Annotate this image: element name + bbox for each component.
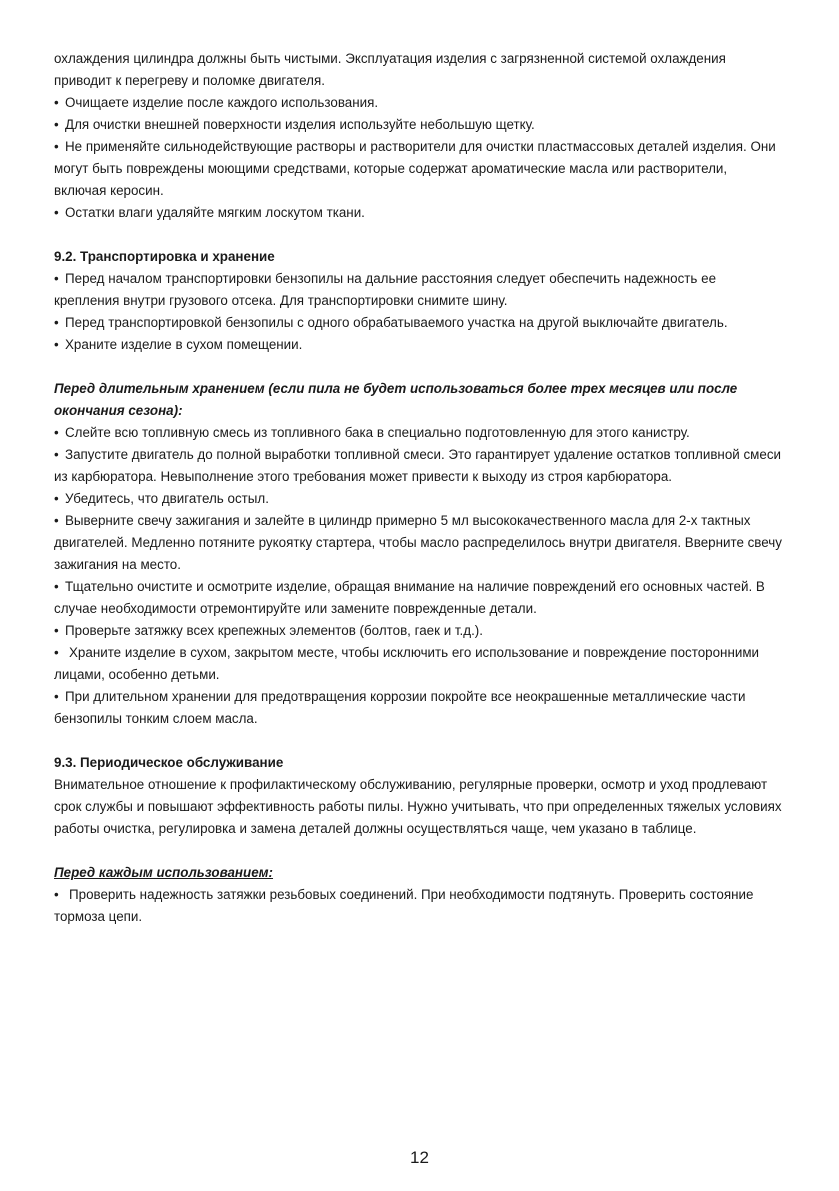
- intro-paragraph: охлаждения цилиндра должны быть чистыми. Эксплуатация изделия с загрязненной системой охлаждения приводит к перегреву и поломке двигателя.: [54, 51, 726, 88]
- list-item: • Не применяйте сильнодействующие растворы и растворители для очистки пластмассовых деталей изделия. Они могут быть повреждены моющими средствами, которые содержат ароматические масла или растворители, включая керосин.: [54, 136, 782, 202]
- list-item: • Храните изделие в сухом помещении.: [54, 334, 782, 356]
- list-item: • Проверить надежность затяжки резьбовых соединений. При необходимости подтянуть. Проверить состояние тормоза цепи.: [54, 884, 782, 928]
- list-item: • Проверьте затяжку всех крепежных элементов (болтов, гаек и т.д.).: [54, 620, 782, 642]
- section-heading-transport: 9.2. Транспортировка и хранение: [54, 249, 275, 264]
- list-item: • Слейте всю топливную смесь из топливного бака в специально подготовленную для этого канистру.: [54, 422, 782, 444]
- list-item: • Перед транспортировкой бензопилы с одного обрабатываемого участка на другой выключайте двигатель.: [54, 312, 782, 334]
- periodic-paragraph: Внимательное отношение к профилактическому обслуживанию, регулярные проверки, осмотр и уход продлевают срок службы и повышают эффективность работы пилы. Нужно учитывать, что при определенных тяжелых условиях работы очистка, регулировка и замена деталей должны осуществляться чаще, чем указано в таблице.: [54, 777, 782, 836]
- section-heading-periodic: 9.3. Периодическое обслуживание: [54, 755, 284, 770]
- list-item: • Убедитесь, что двигатель остыл.: [54, 488, 782, 510]
- subsection-heading-long-storage: Перед длительным хранением (если пила не будет использоваться более трех месяцев или после окончания сезона):: [54, 381, 738, 418]
- list-item: • При длительном хранении для предотвращения коррозии покройте все неокрашенные металлические части бензопилы тонким слоем масла.: [54, 686, 782, 730]
- list-item: • Остатки влаги удаляйте мягким лоскутом ткани.: [54, 202, 782, 224]
- list-item: • Для очистки внешней поверхности изделия используйте небольшую щетку.: [54, 114, 782, 136]
- document-page: [54, 48, 782, 928]
- list-item: • Храните изделие в сухом, закрытом месте, чтобы исключить его использование и повреждение посторонними лицами, особенно детьми.: [54, 642, 782, 686]
- subsection-heading-before-use: Перед каждым использованием:: [54, 865, 274, 880]
- list-item: • Очищаете изделие после каждого использования.: [54, 92, 782, 114]
- list-item: • Тщательно очистите и осмотрите изделие, обращая внимание на наличие повреждений его основных частей. В случае необходимости отремонтируйте или замените поврежденные детали.: [54, 576, 782, 620]
- list-item: • Выверните свечу зажигания и залейте в цилиндр примерно 5 мл высококачественного масла для 2-х тактных двигателей. Медленно потяните рукоятку стартера, чтобы масло распределилось внутри двигателя. Вверните свечу зажигания на место.: [54, 510, 782, 576]
- list-item: • Запустите двигатель до полной выработки топливной смеси. Это гарантирует удаление остатков топливной смеси из карбюратора. Невыполнение этого требования может привести к выходу из строя карбюратора.: [54, 444, 782, 488]
- page-number: 12: [410, 1148, 429, 1167]
- list-item: • Перед началом транспортировки бензопилы на дальние расстояния следует обеспечить надежность ее крепления внутри грузового отсека. Для транспортировки снимите шину.: [54, 268, 782, 312]
